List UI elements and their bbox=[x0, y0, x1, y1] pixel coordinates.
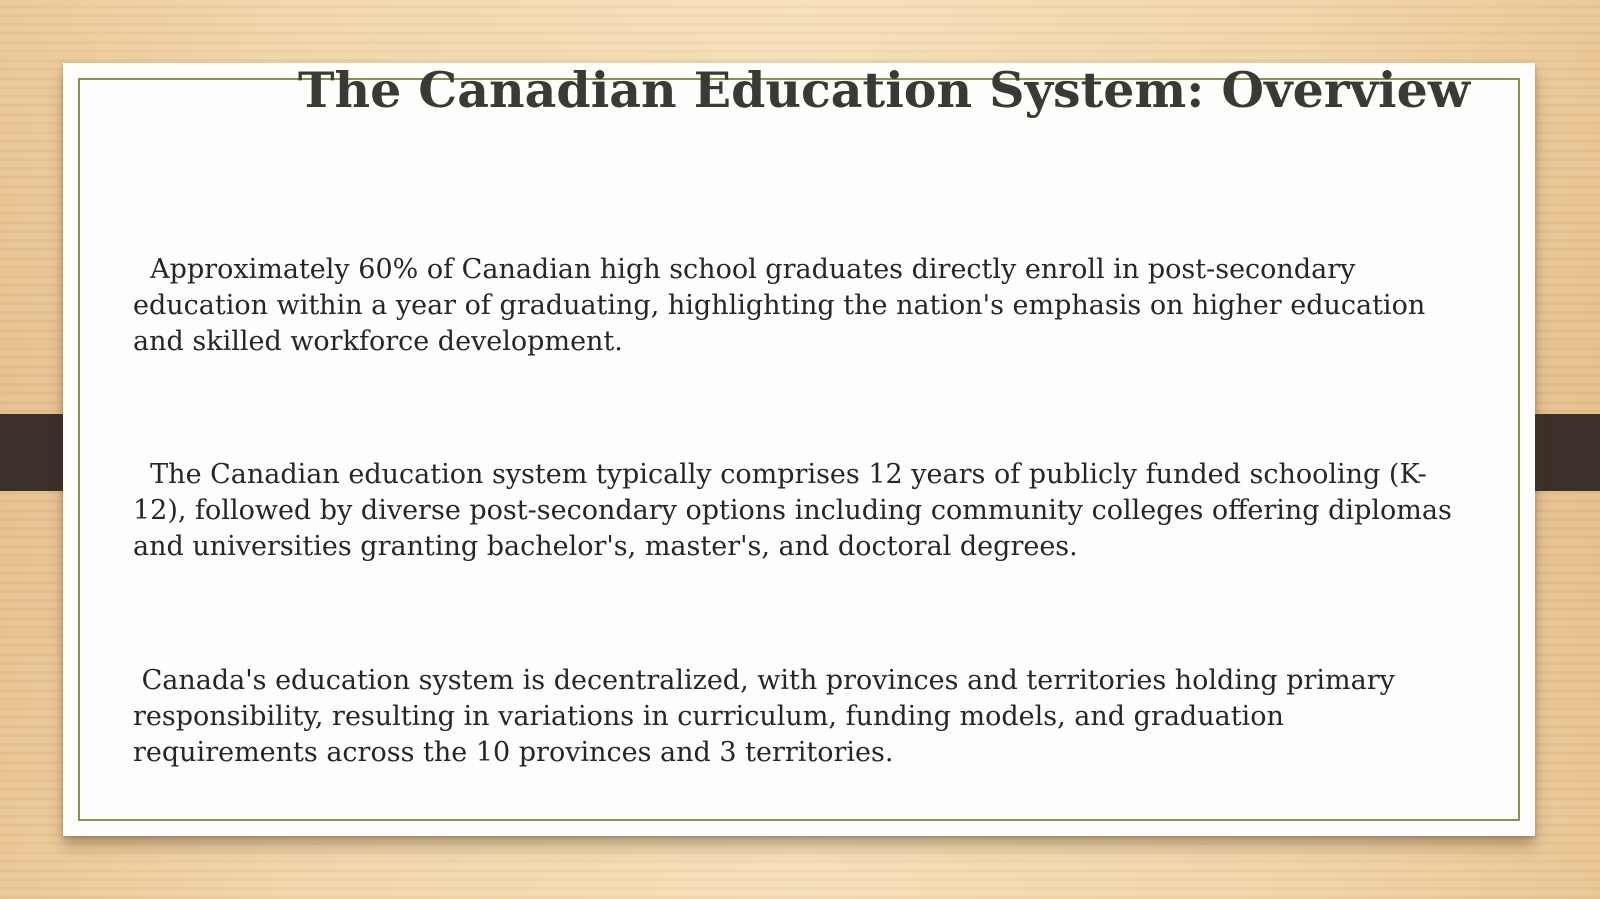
paragraph-enrollment: Approximately 60% of Canadian high school graduates directly enroll in post-secondary education within a year of graduating, highlighting the nation's emphasis on higher education and skilled workforce development. bbox=[133, 254, 1434, 357]
slide-title: The Canadian Education System: Overview bbox=[297, 61, 1471, 119]
paragraph-decentralization: Canada's education system is decentralized, with provinces and territories holding primary responsibility, resulting in variations in curriculum, funding models, and graduation requirements across the 10 provinces and 3 territories. bbox=[133, 665, 1404, 768]
paragraph-structure: The Canadian education system typically comprises 12 years of publicly funded schooling (K-12), followed by diverse post-secondary options including community colleges offering diplomas and universities granting bachelor's, master's, and doctoral degrees. bbox=[133, 459, 1461, 562]
